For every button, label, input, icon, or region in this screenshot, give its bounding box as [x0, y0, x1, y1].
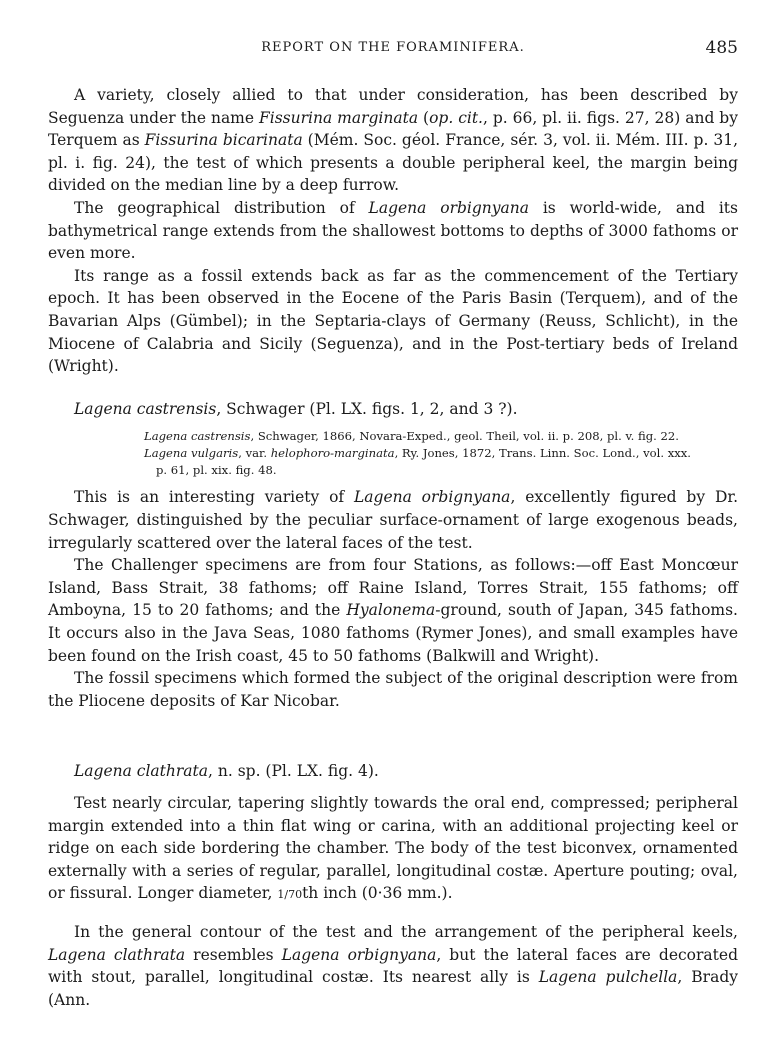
- paragraph-clathrata-comparison: In the general contour of the test and the arrangement of the peripheral keels, Lagena clathrata resembles Lagena orbignyana, but the lateral faces are decorated with stout, parallel, longitudinal costæ. Its nearest ally is Lagena pulchella, Brady (Ann.: [48, 922, 739, 1009]
- clathrata-title: Lagena clathrata, n. sp. (Pl. LX. fig. 4).: [74, 762, 379, 780]
- paragraph-clathrata-description: Test nearly circular, tapering slightly towards the oral end, compressed; peripheral margin extended into a thin flat wing or carina, with an additional projecting keel or ridge on each side bordering the chamber. The body of the test biconvex, ornamented externally with a series of regular, parallel, longitudinal costæ. Aperture pouting; oval, or fissural. Longer diameter, 1/70th inch (0·36 mm.).: [48, 794, 738, 903]
- castrensis-references: [48, 428, 738, 478]
- intro-section: [48, 84, 738, 378]
- paragraph-fissurina-variety: A variety, closely allied to that under consideration, has been described by Seguenza under the name Fissurina marginata (op. cit., p. 66, pl. ii. figs. 27, 28) and by Terquem as Fissurina bicarinata (Mém. Soc. géol. France, sér. 3, vol. ii. Mém. III. p. 31, pl. i. fig. 24), the test of which presents a double peripheral keel, the margin being divided on the median line by a deep furrow.: [48, 86, 739, 195]
- clathrata-section: [48, 760, 738, 1011]
- paragraph-castrensis-description: This is an interesting variety of Lagena orbignyana, excellently figured by Dr. Schwager, distinguished by the peculiar surface-ornament of large exogenous beads, irregularly scattered over the lateral faces of the test.: [48, 488, 738, 552]
- paragraph-castrensis-stations: The Challenger specimens are from four Stations, as follows:—off East Moncœur Island, Bass Strait, 38 fathoms; off Raine Island, Torres Strait, 155 fathoms; off Amboyna, 15 to 20 fathoms; and the Hyalonema-ground, south of Japan, 345 fathoms. It occurs also in the Java Seas, 1080 fathoms (Rymer Jones), and small examples have been found on the Irish coast, 45 to 50 fathoms (Balkwill and Wright).: [48, 556, 738, 665]
- reference-1: Lagena castrensis, Schwager, 1866, Novara-Exped., geol. Theil, vol. ii. p. 208, pl. v. fig. 22.: [144, 429, 679, 443]
- castrensis-section: [48, 398, 738, 712]
- running-title: REPORT ON THE FORAMINIFERA.: [261, 40, 525, 55]
- fraction: 1/70: [277, 888, 303, 902]
- page-header: [48, 40, 738, 60]
- reference-2-continued: p. 61, pl. xix. fig. 48.: [156, 462, 277, 477]
- castrensis-title: Lagena castrensis, Schwager (Pl. LX. figs. 1, 2, and 3 ?).: [74, 400, 518, 418]
- paragraph-castrensis-fossil: The fossil specimens which formed the subject of the original description were from the Pliocene deposits of Kar Nicobar.: [48, 669, 738, 710]
- paragraph-fossil-range: Its range as a fossil extends back as far as the commencement of the Tertiary epoch. It has been observed in the Eocene of the Paris Basin (Terquem), and of the Bavarian Alps (Gümbel); in the Septaria-clays of Germany (Reuss, Schlicht), in the Miocene of Calabria and Sicily (Seguenza), and in the Post-tertiary beds of Ireland (Wright).: [48, 266, 738, 376]
- page-number: 485: [705, 38, 738, 58]
- paragraph-distribution: The geographical distribution of Lagena orbignyana is world-wide, and its bathymetrical range extends from the shallowest bottoms to depths of 3000 fathoms or even more.: [48, 198, 738, 263]
- reference-2: Lagena vulgaris, var. helophoro-marginata, Ry. Jones, 1872, Trans. Linn. Soc. Lond., vol. xxx.: [144, 445, 691, 460]
